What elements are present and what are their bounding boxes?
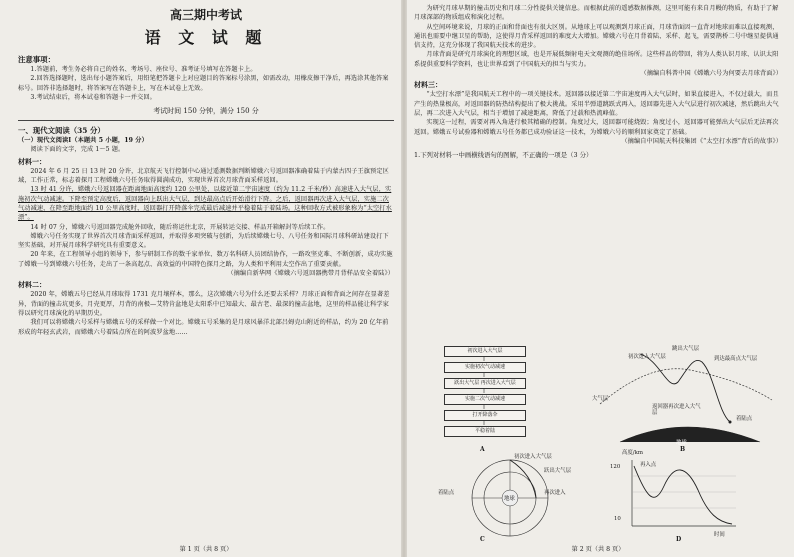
- source-note: （摘编自新华网《嫦娥六号返回器携带月背样品安全着陆》）: [227, 270, 394, 278]
- page-footer: 第 2 页（共 8 页）: [571, 546, 625, 553]
- diagram-a-label: A: [480, 446, 485, 453]
- page-1: [18, 0, 394, 557]
- material-2-body: [18, 290, 394, 336]
- paragraph: 从空间环境来说，月球的正面和背面也有很大区别。从地球上可以观测到月球正面，月球背面因一直背对地球而难以直接观测，通讯也需要中继卫星的帮助，这使得月背采样返回的难度大大增加。嫦娥六号在月背着陆、采样、起飞，需要鹊桥二号中继星提供通信支持，这充分体现了我国航天技术的进步。: [414, 23, 779, 50]
- diagram-c-text: 着陆点: [438, 490, 455, 496]
- paragraph: 为研究月球早期的撞击历史和月球二分性提供关键信息。而根据此前的遥感数据推测，这里可能有来自月幔的物质，有助于了解月球深部的物质组成和演化过程。: [414, 5, 779, 22]
- diagram-b-text: 大气层: [592, 396, 609, 402]
- notice-heading: 注意事项：: [18, 55, 55, 64]
- book-gutter: [401, 0, 407, 557]
- flow-step: 平稳着陆: [444, 426, 526, 437]
- diagram-d-text: 再入点: [640, 462, 657, 468]
- diagram-b-text: 地球: [676, 440, 687, 446]
- question-1-diagrams: [414, 342, 782, 542]
- paragraph: 我们可以将嫦娥六号采样与嫦娥五号的采样做一个对比。嫦娥五号采集的是月球风暴洋北部吕姆克山附近的样品，约为 20 亿年前形成的年轻玄武岩，而嫦娥六号着陆点所在的阿波罗盆地……: [18, 319, 389, 336]
- flow-arrows: [436, 346, 532, 442]
- diagram-d-text: 时间: [714, 532, 725, 538]
- diagram-d-text: 高度/km: [622, 450, 643, 456]
- notice-item: 3.考试结束后，将本试卷和答题卡一并交回。: [30, 93, 156, 101]
- divider: [18, 120, 394, 121]
- exam-subject-title: 语 文 试 题: [144, 28, 268, 47]
- reading-instruction: 阅读下面的文字，完成 1～5 题。: [30, 146, 125, 154]
- diagram-b-text: 到达最高点大气层: [714, 356, 758, 362]
- paragraph: 2024 年 6 月 25 日 13 时 20 分许，北京航天飞行控制中心通过遥测数据判断嫦娥六号返回器准确着陆于内蒙古四子王旗预定区域，工作正常，标志着探月工程嫦娥六号任务取得圆满成功，实现世界首次月球背面采样返回。: [18, 167, 389, 185]
- notice-list: [18, 65, 394, 102]
- page-2: [414, 0, 782, 557]
- underlined-paragraph: 13 时 41 分许，嫦娥六号返回器在距离地面高度约 120 公里处，以接近第二宇宙速度（约为 11.2 千米/秒）高速进入大气层，实施初次气动减速。下降至预定高度后，返回器向上跃出大气层，到达最高点后开始滑行下降。之后，返回器再次进入大气层，实施二次气动减速，在降至距地面约 10 公里高度时，返回器打开降落伞完成最后减速并平稳着陆于着陆场。这种回收方式被形象称为“太空打水漂”。: [18, 186, 392, 222]
- diagram-c-text: 跃出大气层: [544, 468, 571, 474]
- diagram-b-text: 跳出大气层: [672, 346, 699, 352]
- paragraph: 20 年来，在工程领导小组的领导下，参与研制工作的数千家单位、数万名科研人员团结协作，一路攻坚克难、不断创新，成功实施了嫦娥一号到嫦娥六号任务，走出了一条高起点、高效益的中国特色探月之路，为人类和平利用太空作出了重要贡献。: [18, 251, 393, 268]
- diagram-b-text: 初次进入大气层: [628, 354, 666, 360]
- flow-step: 跃出大气层 再次进入大气层: [444, 378, 526, 389]
- diagram-b-label: B: [680, 446, 686, 453]
- paragraph: 2020 年，嫦娥五号已经从月球取得 1731 克月壤样本，那么，这次嫦娥六号为什么还要去采样？月球正面和背面之间存在显著差异，背面的撞击坑更多，月壳更厚，月背的南极—艾特肯盆地是太阳系中已知最大、最古老、最深的撞击盆地，这里的样品能让科学家得以研究月球演化的早期历史。: [18, 291, 390, 317]
- source-note: （摘编自科普中国《嫦娥六号为何要去月球背面》）: [640, 70, 782, 78]
- exam-info: 考试时间 150 分钟，满分 150 分: [153, 107, 259, 116]
- diagram-d: [620, 456, 740, 536]
- diagram-c-text: 地球: [504, 496, 515, 502]
- source-note: （摘编自中国航天科技集团《“太空打水漂”背后的故事》）: [621, 137, 782, 145]
- diagram-d-text: 120: [610, 464, 621, 470]
- diagram-d-text: 10: [614, 516, 621, 522]
- diagram-d-label: D: [676, 536, 682, 543]
- diagram-c-label: C: [480, 536, 485, 543]
- question-1: 1.下列对材料一中画横线语句的图解，不正确的一项是（3 分）: [414, 151, 593, 160]
- exam-title: 高三期中考试: [169, 8, 242, 22]
- section-heading: 一、现代文阅读（35 分）: [18, 126, 105, 136]
- material-1-body: [18, 167, 394, 279]
- diagram-a: [436, 346, 532, 442]
- paragraph: 实现这一过程，需要对再入角进行极其精确的控制。角度过大，返回器可能烧毁；角度过小，返回器可能弹出大气层后无法再次返回。嫦娥五号试验器和嫦娥五号任务都已成功验证这一技术，为嫦娥六号的顺利回家奠定了基础。: [414, 119, 779, 136]
- paragraph: 月球背面是研究月球演化的理想区域，也是开展低频射电天文观测的绝佳场所。这些样品的带回，将为人类认识月球、认识太阳系提供重要科学资料，也让世界看到了中国航天的担当与实力。: [414, 51, 779, 68]
- paragraph: “太空打水漂”是我国航天工程中的一项关键技术。返回器以接近第二宇宙速度再入大气层时，如果直接进入，不仅过载大，而且产生的热量极高，对返回器的防热结构提出了极大挑战。采用半弹道跳跃式再入，返回器先进入大气层进行初次减速，然后跳出大气层，再二次进入大气层，相当于增加了减速距离，降低了过载和热流峰值。: [414, 91, 779, 117]
- flow-step: 打开降落伞: [444, 410, 526, 421]
- notice-item: 1.答题前，考生务必将自己的姓名、考场号、座位号、准考证号填写在答题卡上。: [30, 66, 257, 73]
- material-2-label: 材料二：: [18, 280, 46, 290]
- flow-step: 初次进入大气层: [444, 346, 526, 357]
- page-footer: 第 1 页（共 8 页）: [179, 546, 233, 553]
- material-3-body: [414, 90, 782, 146]
- diagram-c-text: 初次进入大气层: [514, 454, 552, 460]
- paragraph: 嫦娥六号任务实现了世界首次月球背面采样返回，并取得多项突破与创新，为后续嫦娥七号、八号任务和国际月球科研站建设打下坚实基础，对开展月球科学研究具有重要意义。: [18, 232, 389, 250]
- flow-step: 实施初次气动减速: [444, 362, 526, 373]
- material-3-label: 材料三：: [414, 80, 442, 90]
- diagram-c-text: 再次进入: [544, 490, 566, 496]
- flow-step: 实施二次气动减速: [444, 394, 526, 405]
- paragraph: 14 时 07 分，嫦娥六号返回器完成舱外回收，随后将运往北京，开展转运交接、样品开箱解封等后续工作。: [30, 223, 330, 231]
- subsection-heading: （一）现代文阅读Ⅰ（本题共 5 小题，19 分）: [18, 137, 148, 145]
- diagram-b-text: 返回器再次进入大气层: [652, 404, 701, 416]
- diagram-b-text: 着陆点: [736, 416, 753, 422]
- material-2-continued: [414, 4, 782, 78]
- notice-item: 2.回答选择题时，选出每小题答案后，用铅笔把答题卡上对应题目的答案标号涂黑，如需改动，用橡皮擦干净后，再选涂其他答案标号。回答非选择题时，将答案写在答题卡上，写在本试卷上无效。: [18, 75, 389, 92]
- material-1-label: 材料一：: [18, 156, 46, 166]
